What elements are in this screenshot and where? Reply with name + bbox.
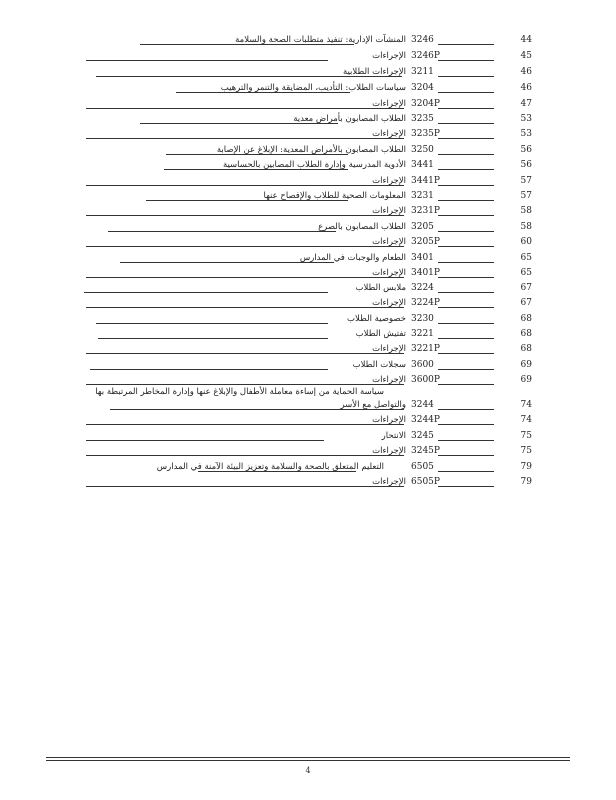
entry-page: 75	[520, 446, 532, 456]
leader-line	[86, 60, 328, 61]
code-line	[438, 44, 494, 45]
entry-title: المعلومات الصحية للطلاب والإفصاح عنها	[263, 191, 406, 201]
toc-entry[interactable]	[0, 266, 616, 282]
toc-entry[interactable]	[0, 174, 616, 190]
toc-entry[interactable]	[0, 281, 616, 297]
code-line	[438, 76, 494, 77]
entry-code: 3205	[411, 222, 434, 232]
entry-code: 3221	[411, 329, 434, 339]
code-line	[438, 92, 494, 93]
toc-entry[interactable]	[0, 296, 616, 312]
entry-code: 3245P	[411, 446, 440, 456]
toc-entry[interactable]	[0, 81, 616, 97]
toc-entry[interactable]	[0, 158, 616, 174]
leader-line	[110, 409, 404, 410]
entry-title: الطعام والوجبات في المدارس	[299, 253, 406, 263]
code-line	[438, 369, 494, 370]
leader-line	[86, 440, 324, 441]
entry-page: 67	[520, 283, 532, 293]
leader-line	[120, 262, 334, 263]
entry-code: 3231	[411, 191, 434, 201]
entry-title: الانتحار	[381, 431, 406, 441]
entry-title: الإجراءات	[372, 375, 406, 385]
toc-entry[interactable]	[0, 189, 616, 205]
entry-page: 46	[520, 83, 532, 93]
entry-code: 3224	[411, 283, 434, 293]
code-line	[438, 409, 494, 410]
code-line	[438, 138, 494, 139]
leader-line	[86, 455, 404, 456]
entry-page: 58	[520, 222, 532, 232]
entry-title: سجلات الطلاب	[352, 360, 406, 370]
code-line	[438, 486, 494, 487]
code-line	[438, 185, 494, 186]
code-line	[438, 424, 494, 425]
entry-code: 3401	[411, 253, 434, 263]
entry-page: 79	[520, 462, 532, 472]
entry-code: 3401P	[411, 268, 440, 278]
entry-code: 3441	[411, 160, 434, 170]
code-line	[438, 440, 494, 441]
toc-entry[interactable]	[0, 413, 616, 429]
footer-rule	[46, 757, 570, 758]
code-line	[438, 277, 494, 278]
entry-title: الأدوية المدرسية وإدارة الطلاب المصابين بالحساسية	[222, 160, 406, 170]
entry-code: 3246P	[411, 51, 440, 61]
leader-line	[86, 246, 404, 247]
toc-entry[interactable]	[0, 358, 616, 374]
entry-title: سياسات الطلاب: التأديب، المضايقة والتنمر والترهيب	[220, 83, 406, 93]
entry-code: 3245	[411, 431, 434, 441]
code-line	[438, 169, 494, 170]
leader-line	[176, 92, 350, 93]
entry-code: 3244P	[411, 415, 440, 425]
code-line	[438, 353, 494, 354]
entry-title: الإجراءات	[372, 176, 406, 186]
entry-page: 53	[520, 114, 532, 124]
leader-line	[140, 123, 338, 124]
leader-line	[86, 185, 404, 186]
leader-line	[86, 138, 404, 139]
code-line	[438, 323, 494, 324]
entry-page: 68	[520, 329, 532, 339]
leader-line	[96, 323, 328, 324]
entry-title: الإجراءات	[372, 206, 406, 216]
entry-page: 69	[520, 360, 532, 370]
entry-title: الإجراءات	[372, 446, 406, 456]
toc-entry[interactable]	[0, 127, 616, 143]
entry-title: الإجراءات	[372, 477, 406, 487]
entry-page: 57	[520, 191, 532, 201]
toc-entry[interactable]	[0, 429, 616, 445]
entry-code: 3600P	[411, 375, 440, 385]
toc-entry[interactable]	[0, 65, 616, 81]
leader-line	[140, 44, 354, 45]
leader-line	[86, 277, 404, 278]
entry-title: الإجراءات	[372, 298, 406, 308]
toc-entry[interactable]	[0, 235, 616, 251]
toc-entry[interactable]	[0, 444, 616, 460]
entry-code: 3250	[411, 145, 434, 155]
entry-code: 3441P	[411, 176, 440, 186]
entry-page: 74	[520, 400, 532, 410]
entry-title: والتواصل مع الأسر	[340, 400, 406, 410]
toc-entry[interactable]	[0, 398, 616, 414]
entry-page: 44	[520, 35, 532, 45]
entry-title: الطلاب المصابون بالصرع	[318, 222, 406, 232]
entry-page: 68	[520, 344, 532, 354]
entry-code: 3205P	[411, 237, 440, 247]
code-line	[438, 471, 494, 472]
code-line	[438, 455, 494, 456]
toc-entry[interactable]	[0, 342, 616, 358]
entry-code: 3235P	[411, 129, 440, 139]
page-number: 4	[305, 766, 311, 775]
leader-line	[86, 108, 404, 109]
leader-line	[86, 424, 404, 425]
entry-title: الإجراءات	[372, 129, 406, 139]
entry-page: 65	[520, 268, 532, 278]
entry-page: 46	[520, 67, 532, 77]
code-line	[438, 246, 494, 247]
entry-code: 3231P	[411, 206, 440, 216]
entry-title: الطلاب المصابون بالأمراض المعدية: الإبلاغ عن الإصابة	[216, 145, 406, 155]
entry-code: 3224P	[411, 298, 440, 308]
entry-title: سياسة الحماية من إساءة معاملة الأطفال والإبلاغ عنها وإدارة المخاطر المرتبطة بها	[95, 387, 384, 397]
entry-title: الطلاب المصابون بأمراض معدية	[293, 114, 406, 124]
code-line	[438, 262, 494, 263]
entry-code: 3230	[411, 314, 434, 324]
entry-code: 3221P	[411, 344, 440, 354]
toc-entry[interactable]	[0, 475, 616, 491]
leader-line	[108, 231, 336, 232]
entry-page: 68	[520, 314, 532, 324]
toc-entry[interactable]	[0, 312, 616, 328]
leader-line	[146, 200, 348, 201]
entry-title: تفتيش الطلاب	[355, 329, 406, 339]
footer-rule	[46, 760, 570, 761]
code-line	[438, 60, 494, 61]
entry-page: 47	[520, 99, 532, 109]
leader-line	[90, 369, 328, 370]
entry-page: 56	[520, 160, 532, 170]
leader-line	[86, 353, 404, 354]
entry-title: الإجراءات	[372, 344, 406, 354]
code-line	[438, 338, 494, 339]
entry-code: 3246	[411, 35, 434, 45]
entry-code: 6505P	[411, 477, 440, 487]
entry-page: 74	[520, 415, 532, 425]
entry-title: ملابس الطلاب	[355, 283, 406, 293]
leader-line	[84, 292, 328, 293]
entry-code: 6505	[411, 462, 434, 472]
toc-entry[interactable]	[0, 220, 616, 236]
entry-code: 3211	[411, 67, 434, 77]
entry-title: خصوصية الطلاب	[346, 314, 406, 324]
toc-entry[interactable]	[0, 49, 616, 65]
entry-page: 75	[520, 431, 532, 441]
entry-title: الإجراءات	[372, 415, 406, 425]
entry-code: 3244	[411, 400, 434, 410]
leader-line	[86, 215, 404, 216]
entry-page: 79	[520, 477, 532, 487]
entry-code: 3235	[411, 114, 434, 124]
entry-page: 67	[520, 298, 532, 308]
leader-line	[86, 486, 404, 487]
code-line	[438, 108, 494, 109]
entry-page: 56	[520, 145, 532, 155]
toc-entry[interactable]	[0, 112, 616, 128]
toc-entry[interactable]	[0, 251, 616, 267]
toc-entry[interactable]	[0, 143, 616, 159]
leader-line	[198, 471, 356, 472]
code-line	[438, 154, 494, 155]
leader-line	[98, 338, 328, 339]
entry-page: 65	[520, 253, 532, 263]
toc-entry[interactable]	[0, 460, 616, 476]
leader-line	[86, 307, 404, 308]
entry-title: التعليم المتعلق بالصحة والسلامة وتعزيز البيئة الآمنة في المدارس	[156, 462, 384, 472]
entry-page: 58	[520, 206, 532, 216]
entry-title: الإجراءات الطلابية	[342, 67, 406, 77]
entry-title: الإجراءات	[372, 268, 406, 278]
entry-code: 3600	[411, 360, 434, 370]
code-line	[438, 231, 494, 232]
entry-page: 53	[520, 129, 532, 139]
leader-line	[96, 76, 402, 77]
code-line	[438, 200, 494, 201]
entry-title: الإجراءات	[372, 51, 406, 61]
entry-code: 3204P	[411, 99, 440, 109]
entry-title: المنشآت الإدارية: تنفيذ متطلبات الصحة والسلامة	[235, 35, 406, 45]
code-line	[438, 215, 494, 216]
entry-title: الإجراءات	[372, 99, 406, 109]
entry-title: الإجراءات	[372, 237, 406, 247]
entry-page: 45	[520, 51, 532, 61]
toc-entry[interactable]	[0, 33, 616, 49]
leader-line	[166, 154, 348, 155]
code-line	[438, 292, 494, 293]
toc-entry[interactable]	[0, 327, 616, 343]
entry-code: 3204	[411, 83, 434, 93]
toc-entry[interactable]	[0, 97, 616, 113]
entry-page: 57	[520, 176, 532, 186]
code-line	[438, 307, 494, 308]
entry-page: 60	[520, 237, 532, 247]
leader-line	[164, 169, 348, 170]
entry-page: 69	[520, 375, 532, 385]
code-line	[438, 123, 494, 124]
toc-entry[interactable]	[0, 204, 616, 220]
